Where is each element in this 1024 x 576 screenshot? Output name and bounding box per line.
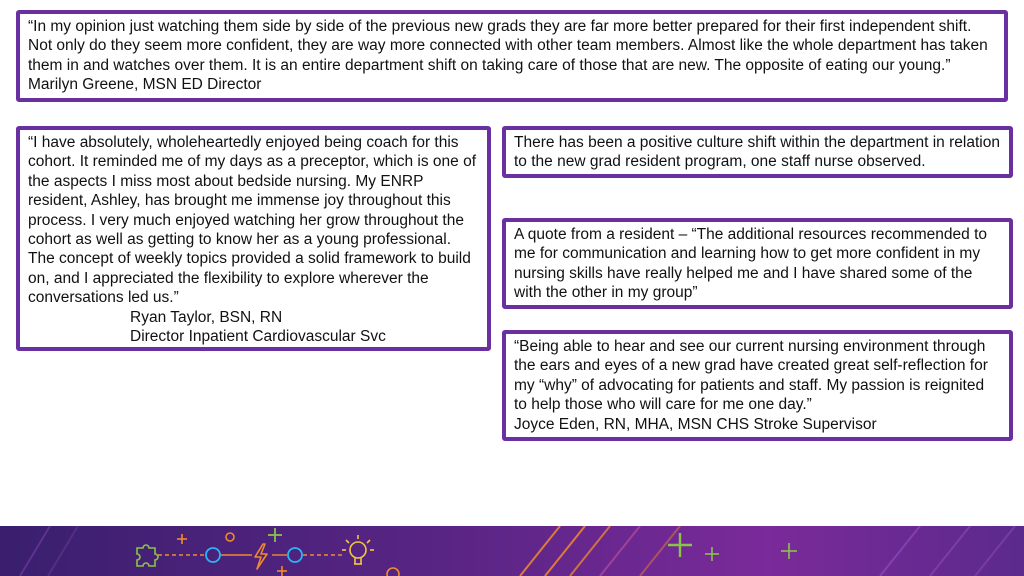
quote-text: There has been a positive culture shift within the department in relation to the new grad resident program, one staff nurse observed. bbox=[514, 134, 1000, 171]
quote-box-coach bbox=[16, 126, 491, 351]
quote-text: A quote from a resident – “The additional resources recommended to me for communication and learning how to get more confident in my nursing skills have really helped me and I have shared some of the with the other in my group” bbox=[514, 226, 988, 302]
quote-box-culture-shift bbox=[502, 126, 1013, 178]
footer-graphic bbox=[0, 526, 1024, 576]
quote-attribution-title: Director Inpatient Cardiovascular Svc bbox=[130, 328, 386, 346]
decorative-footer-band bbox=[0, 526, 1024, 576]
quote-attribution-name: Ryan Taylor, BSN, RN bbox=[130, 308, 283, 326]
footer-background bbox=[0, 526, 1024, 576]
quote-attribution: Marilyn Greene, MSN ED Director bbox=[28, 76, 262, 94]
quote-box-stroke-supervisor bbox=[502, 330, 1013, 441]
quote-box-ed-director bbox=[16, 10, 1008, 102]
quote-attribution: Joyce Eden, RN, MHA, MSN CHS Stroke Supervisor bbox=[514, 415, 877, 433]
quote-box-resident bbox=[502, 218, 1013, 309]
quote-text: “Being able to hear and see our current nursing environment through the ears and eyes of a new grad have created great self-reflection for my “why” of advocating for patients and staff. My passion is reignited to help those who will care for me one day.” bbox=[514, 338, 988, 414]
quote-text: “I have absolutely, wholeheartedly enjoyed being coach for this cohort. It reminded me of my days as a preceptor, which is one of the aspects I miss most about bedside nursing. My ENRP resident, Ashley, has brought me immense joy throughout this process. I very much enjoyed watching her grow throughout the cohort as well as getting to know her as a young professional. The concept of weekly topics provided a solid framework to build on, and I appreciated the flexibility to explore wherever the conversations led us.” bbox=[28, 134, 476, 307]
quote-text: “In my opinion just watching them side by side of the previous new grads they are far more better prepared for their first independent shift. Not only do they seem more confident, they are way more connected with other team members. Almost like the whole department has taken them in and watches over them. It is an entire department shift on taking care of those that are new. The opposite of eating our young.” bbox=[28, 18, 988, 74]
